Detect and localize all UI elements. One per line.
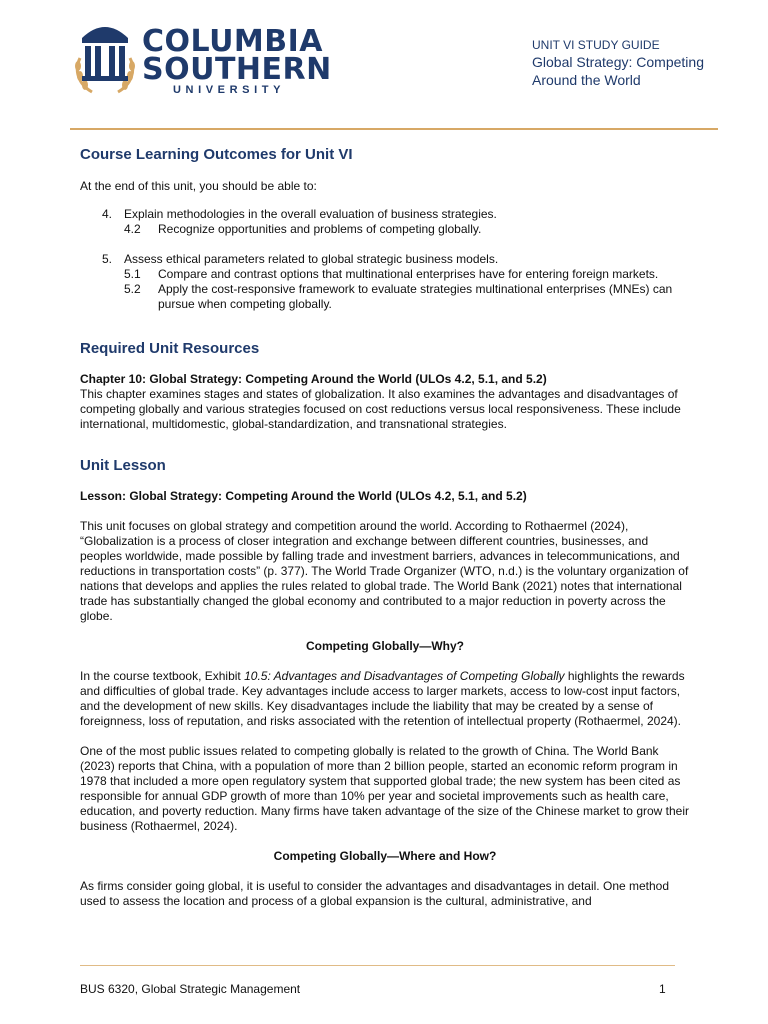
lesson-paragraph-1: This unit focuses on global strategy and competition around the world. According to Rothaermel (2024), “Globalization is a process of closer integration and exchange between different countries, businesses, and peoples worldwide, made possible by falling trade and investment barriers, advances in telecommunications, and reductions in transportation costs” (p. 377). The World Trade Organizer (WTO, n.d.) is the voluntary organization of nations that develops and applies the rules related to global trade. The World Bank (2021) notes that international trade has substantially changed the global economy and contributed to a major reduction in poverty across the globe.: [80, 519, 689, 623]
lesson-heading: Unit Lesson: [80, 457, 166, 474]
study-guide-header: [532, 38, 752, 89]
sub-outcome-row: [80, 222, 690, 237]
outcome-item-5: [80, 252, 690, 312]
outcome-row: [80, 252, 690, 267]
sub-outcome-text: Compare and contrast options that multinational enterprises have for entering foreign markets.: [158, 267, 659, 281]
paragraph-2-lead: In the course textbook, Exhibit: [80, 669, 245, 683]
logo-line-1: COLUMBIA: [142, 24, 324, 59]
lesson-paragraph-2: [80, 669, 690, 729]
lesson-paragraph-3: One of the most public issues related to competing globally is related to the growth of China. The World Bank (2023) reports that China, with a population of more than 2 billion people, started an economic reform program in 1978 that included a more open regulatory system that supported global trade; the new system has been cited as responsible for annual GDP growth of more than 10% per year and societal improvements such as health care, education, and poverty reduction. Many firms have taken advantage of the size of the Chinese market to grow their business (Rothaermel, 2024).: [80, 744, 690, 833]
logo-line-3: UNIVERSITY: [173, 84, 286, 96]
outcomes-heading: Course Learning Outcomes for Unit VI: [80, 146, 353, 163]
outcome-text: Explain methodologies in the overall evaluation of business strategies.: [124, 207, 497, 221]
outcome-text: Assess ethical parameters related to global strategic business models.: [124, 252, 499, 266]
lesson-paragraph-4: As firms consider going global, it is useful to consider the advantages and disadvantages in detail. One method used to assess the location and process of a global expansion is the cultural, administrative, and: [80, 879, 670, 908]
paragraph-2-rest: highlights the rewards and difficulties of global trade. Key advantages include access to larger markets, access to low-cost input factors, and the development of new skills. Key disadvantages include the liability that may be created by a sense of foreignness, loss of reputation, and risks associated with the retention of intellectual property (Rothaermel, 2024).: [80, 669, 685, 728]
footer-page-number: 1: [659, 982, 666, 996]
chapter-title: Chapter 10: Global Strategy: Competing Around the World (ULOs 4.2, 5.1, and 5.2): [80, 372, 547, 386]
exhibit-reference: 10.5: Advantages and Disadvantages of Competing Globally: [244, 669, 565, 683]
study-guide-label: UNIT VI STUDY GUIDE: [532, 38, 660, 52]
main-content: [80, 146, 690, 909]
sub-outcome-text: Recognize opportunities and problems of competing globally.: [158, 222, 482, 236]
footer-divider: [80, 965, 675, 966]
chapter-description: This chapter examines stages and states of globalization. It also examines the advantages and disadvantages of competing globally and various strategies focused on cost reductions versus local responsiveness. These include international, multidomestic, global-standardization, and transnational strategies.: [80, 387, 681, 431]
sub-outcome-row: [80, 282, 690, 312]
university-logo: [72, 18, 332, 100]
lesson-title: Lesson: Global Strategy: Competing Around the World (ULOs 4.2, 5.1, and 5.2): [80, 489, 527, 503]
sub-outcome-number: 5.1: [124, 267, 141, 281]
study-guide-title-line-1: Global Strategy: Competing: [532, 54, 704, 70]
footer-course: BUS 6320, Global Strategic Management: [80, 982, 301, 996]
outcomes-intro: At the end of this unit, you should be able to:: [80, 179, 317, 193]
subheading-where-how: Competing Globally—Where and How?: [273, 849, 497, 863]
logo-line-2: SOUTHERN: [142, 52, 332, 87]
sub-outcome-row: [80, 267, 690, 282]
outcome-row: [80, 207, 690, 222]
header-divider: [70, 128, 718, 130]
sub-outcome-number: 4.2: [124, 222, 141, 236]
outcome-item-4: [80, 207, 690, 237]
columns-emblem-icon: [72, 18, 138, 100]
outcome-number: 5.: [102, 252, 113, 266]
study-guide-title-line-2: Around the World: [532, 72, 641, 88]
resources-heading: Required Unit Resources: [80, 340, 260, 357]
outcome-number: 4.: [102, 207, 113, 221]
subheading-why: Competing Globally—Why?: [306, 639, 464, 653]
sub-outcome-text: Apply the cost-responsive framework to evaluate strategies multinational enterprises (MNEs) can pursue when competing globally.: [158, 282, 673, 311]
sub-outcome-number: 5.2: [124, 282, 141, 296]
